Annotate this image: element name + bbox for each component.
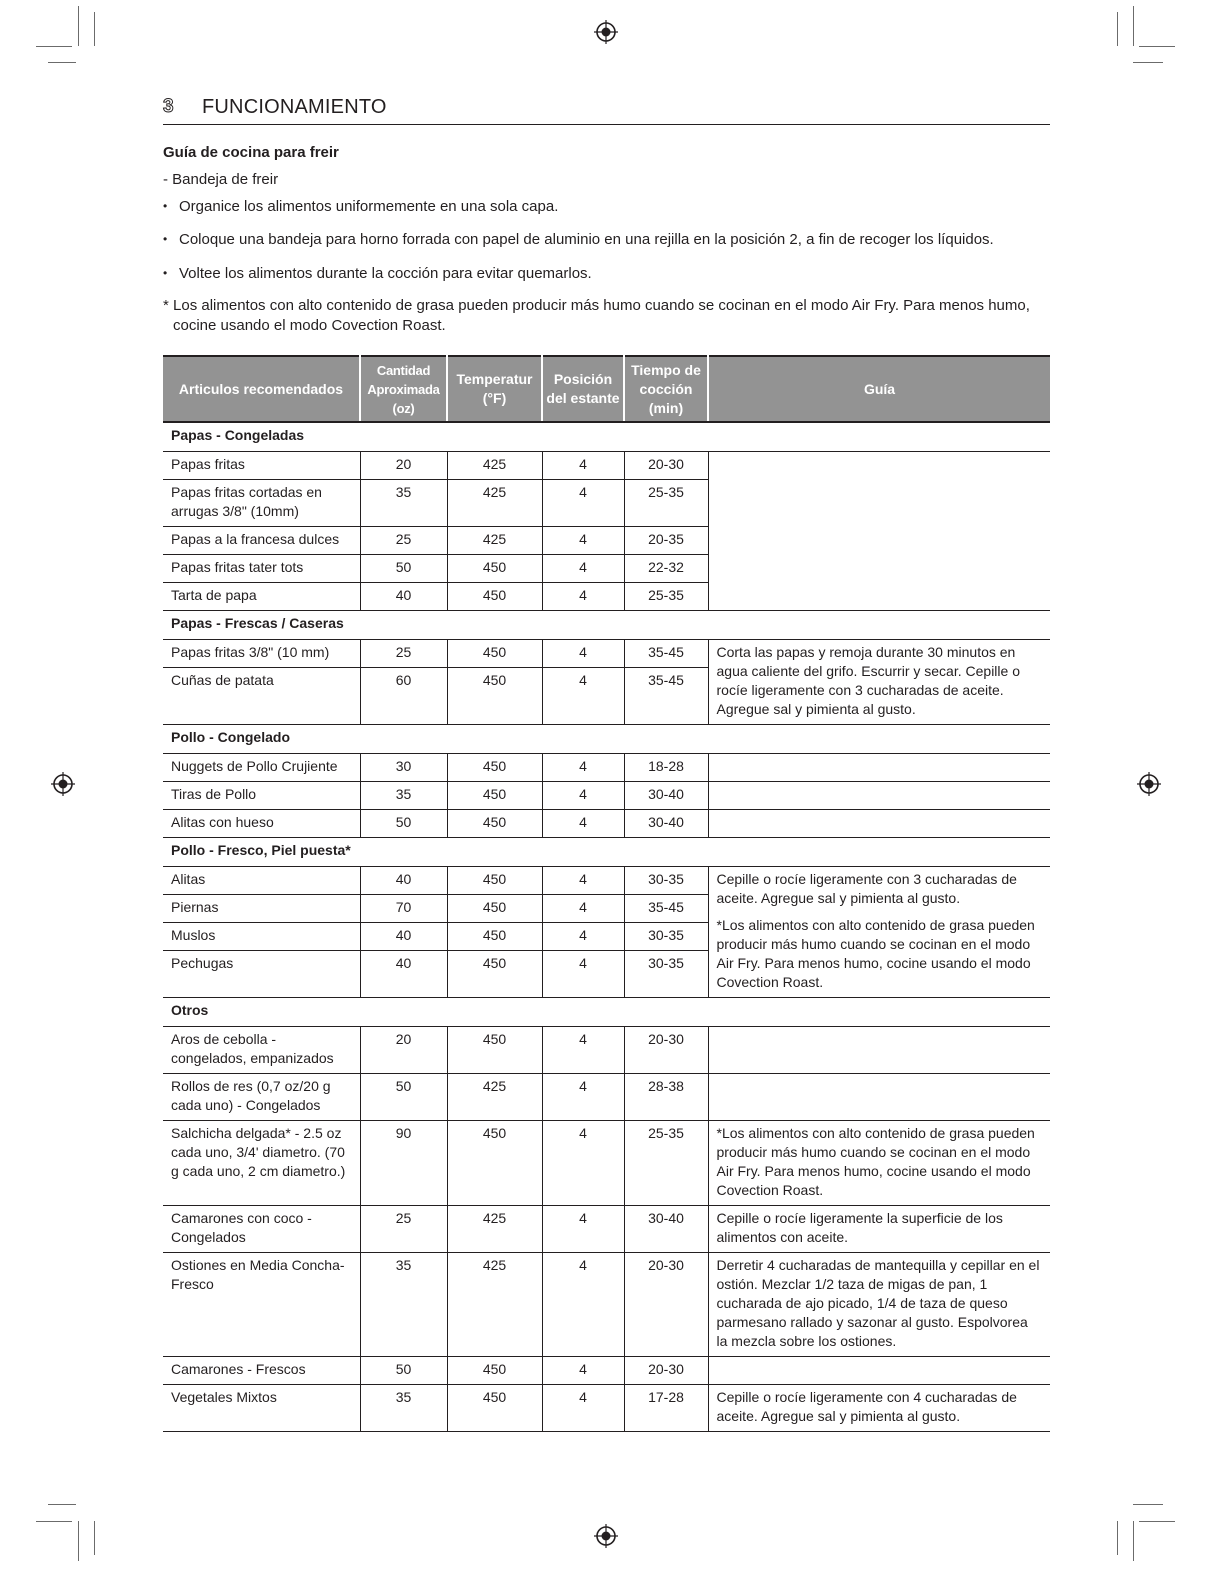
table-row: Papas fritas tater tots 50 450 4 22-32	[163, 555, 1050, 583]
table-row: Rollos de res (0,7 oz/20 g cada uno) - Congelados 50 425 4 28-38	[163, 1074, 1050, 1121]
list-item: • Coloque una bandeja para horno forrada con papel de aluminio en una rejilla en la posición 2, a fin de recoger los líquidos.	[163, 231, 994, 248]
registration-mark-icon	[594, 1524, 618, 1548]
table-row: Aros de cebolla - congelados, empanizados 20 450 4 20-30	[163, 1027, 1050, 1074]
crop-mark	[94, 12, 95, 46]
header-rack-position: Posición del estante	[542, 356, 624, 422]
crop-mark	[1133, 62, 1163, 63]
bullet-icon: •	[163, 266, 168, 280]
chapter-title: FUNCIONAMIENTO	[202, 96, 387, 118]
crop-mark	[48, 62, 76, 63]
table-header-row	[163, 356, 1050, 422]
cooking-guide-table	[163, 355, 1050, 1432]
instruction-list	[163, 198, 1050, 283]
table-row: Tiras de Pollo 35 450 4 30-40	[163, 782, 1050, 810]
table-row: Muslos 40 450 4 30-35	[163, 923, 1050, 951]
table-row: Camarones con coco - Congelados 25 425 4 30-40 Cepille o rocíe ligeramente la superficie de los alimentos con aceite.	[163, 1206, 1050, 1253]
crop-mark	[1117, 1521, 1118, 1555]
section-subtitle: - Bandeja de freir	[163, 171, 279, 188]
list-item: • Voltee los alimentos durante la cocción para evitar quemarlos.	[163, 265, 592, 282]
page-content	[163, 144, 1050, 1432]
group-row: Papas - Congeladas	[163, 422, 1050, 452]
header-quantity: Cantidad Aproximada (oz)	[360, 356, 447, 422]
header-item: Articulos recomendados	[163, 356, 360, 422]
smoke-note: * Los alimentos con alto contenido de grasa pueden producir más humo cuando se cocinan en el modo Air Fry. Para menos humo, cocine usando el modo Covection Roast.	[163, 297, 1030, 334]
crop-mark	[36, 46, 72, 47]
crop-mark	[36, 1521, 72, 1522]
crop-mark	[1133, 1521, 1134, 1561]
table-row: Camarones - Frescos 50 450 4 20-30	[163, 1357, 1050, 1385]
crop-mark	[1133, 6, 1134, 46]
table-row: Tarta de papa 40 450 4 25-35	[163, 583, 1050, 611]
registration-mark-icon	[51, 772, 75, 796]
crop-mark	[78, 6, 79, 46]
table-row: Papas a la francesa dulces 25 425 4 20-35	[163, 527, 1050, 555]
crop-mark	[78, 1521, 79, 1561]
guide-cell: Corta las papas y remoja durante 30 minutos en agua caliente del grifo. Escurrir y secar. Cepille o rocíe ligeramente con 3 cucharadas de aceite. Agregue sal y pimienta al gusto.	[708, 640, 1050, 725]
bullet-icon: •	[163, 199, 168, 213]
registration-mark-icon	[594, 20, 618, 44]
crop-mark	[1139, 1521, 1175, 1522]
table-row: Papas fritas 3/8" (10 mm) 25 450 4 35-45 Corta las papas y remoja durante 30 minutos en agua caliente del grifo. Escurrir y secar. Cepille o rocíe ligeramente con 3 cucharadas de aceite. Agregue sal y pimienta al gusto.	[163, 640, 1050, 668]
group-row: Papas - Frescas / Caseras	[163, 611, 1050, 640]
crop-mark	[94, 1521, 95, 1555]
group-row: Pollo - Fresco, Piel puesta*	[163, 838, 1050, 867]
crop-mark	[1133, 1504, 1163, 1505]
page-header	[163, 94, 1050, 125]
table-row: Papas fritas cortadas en arrugas 3/8" (10mm) 35 425 4 25-35	[163, 480, 1050, 527]
registration-mark-icon	[1137, 772, 1161, 796]
table-row: Papas fritas 20 425 4 20-30	[163, 452, 1050, 480]
table-row: Vegetales Mixtos 35 450 4 17-28 Cepille o rocíe ligeramente con 4 cucharadas de aceite. Agregue sal y pimienta al gusto.	[163, 1385, 1050, 1432]
crop-mark	[48, 1504, 76, 1505]
crop-mark	[1139, 46, 1175, 47]
chapter-number: 3	[163, 96, 174, 117]
table-row: Alitas 40 450 4 30-35 Cepille o rocíe ligeramente con 3 cucharadas de aceite. Agregue sal y pimienta al gusto. *Los alimentos con alto contenido de grasa pueden producir más humo cuando se cocinan en el modo Air Fry. Para menos humo, cocine usando el modo Covection Roast.	[163, 867, 1050, 895]
table-row: Cuñas de patata 60 450 4 35-45	[163, 668, 1050, 725]
list-item: • Organice los alimentos uniformemente en una sola capa.	[163, 198, 559, 215]
group-row: Pollo - Congelado	[163, 725, 1050, 754]
group-row: Otros	[163, 998, 1050, 1027]
crop-mark	[1117, 12, 1118, 46]
section-title: Guía de cocina para freir	[163, 144, 339, 161]
bullet-icon: •	[163, 232, 168, 246]
table-row: Nuggets de Pollo Crujiente 30 450 4 18-28	[163, 754, 1050, 782]
table-row: Salchicha delgada* - 2.5 oz cada uno, 3/4' diametro. (70 g cada uno, 2 cm diametro.) 90 450 4 25-35 *Los alimentos con alto contenido de grasa pueden producir más humo cuando se cocinan en el modo Air Fry. Para menos humo, cocine usando el modo Covection Roast.	[163, 1121, 1050, 1206]
table-row: Ostiones en Media Concha-Fresco 35 425 4 20-30 Derretir 4 cucharadas de mantequilla y cepillar en el ostión. Mezclar 1/2 taza de migas de pan, 1 cucharada de ajo picado, 1/4 de taza de queso parmesano rallado y sazonar al gusto. Espolvorea la mezcla sobre los ostiones.	[163, 1253, 1050, 1357]
table-row: Pechugas 40 450 4 30-35	[163, 951, 1050, 998]
header-cook-time: Tiempo de cocción (min)	[624, 356, 708, 422]
header-guide: Guía	[708, 356, 1050, 422]
table-row: Piernas 70 450 4 35-45	[163, 895, 1050, 923]
header-temperature: Temperatur (°F)	[447, 356, 542, 422]
guide-cell: Cepille o rocíe ligeramente con 3 cucharadas de aceite. Agregue sal y pimienta al gusto. *Los alimentos con alto contenido de grasa pueden producir más humo cuando se cocinan en el modo Air Fry. Para menos humo, cocine usando el modo Covection Roast.	[708, 867, 1050, 998]
table-row: Alitas con hueso 50 450 4 30-40	[163, 810, 1050, 838]
